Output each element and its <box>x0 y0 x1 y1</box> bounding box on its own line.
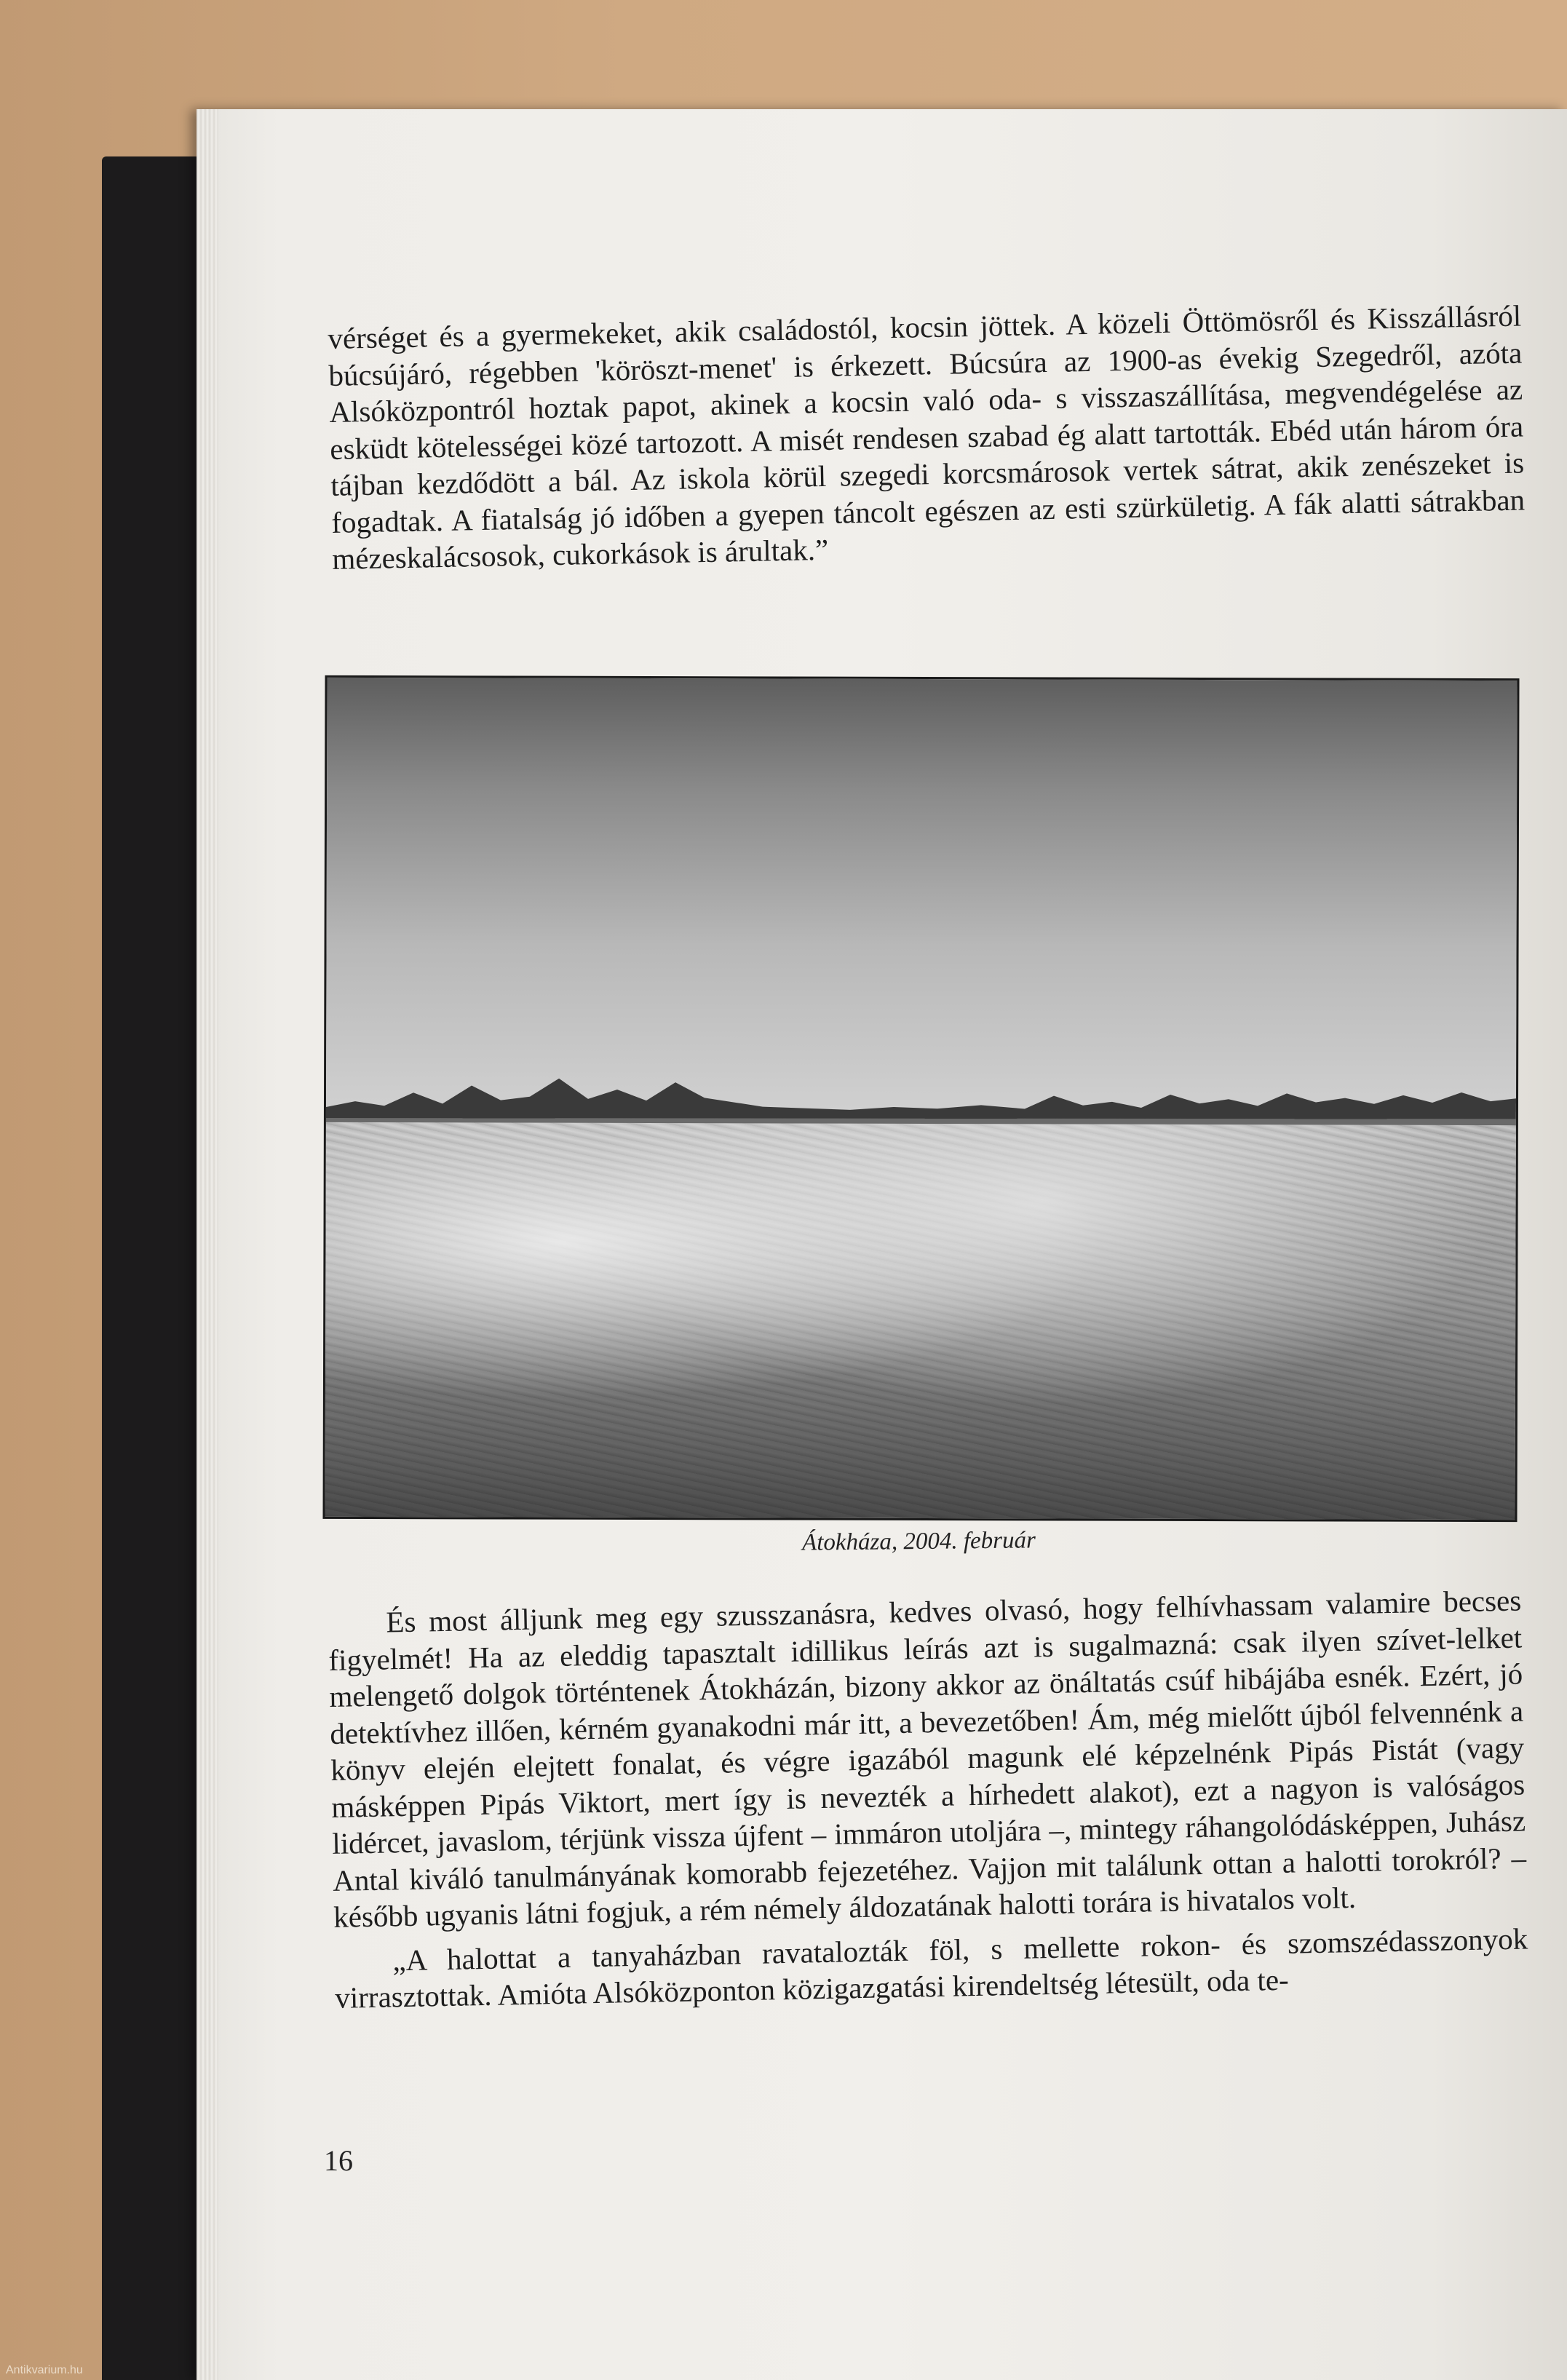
photo-caption: Átokháza, 2004. február <box>801 1527 1036 1556</box>
bottom-text-block <box>328 1582 1529 2017</box>
paragraph-3: „A halottat a tanyaházban ravatalozták föl, s mellette rokon- és szomszédasszonyok virrasztottak. Amióta Alsóközponton közigazgatási kirendeltség létesült, oda te- <box>334 1921 1528 2015</box>
top-text-block <box>328 298 1526 578</box>
page-edges <box>197 109 218 2380</box>
page-number: 16 <box>324 2144 353 2177</box>
paragraph-2: És most álljunk meg egy szusszanásra, kedves olvasó, hogy felhívhassam valamire becses figyelmét! Ha az eleddig tapasztalt idillikus leírás azt is sugalmazná: csak ilyen szívet-lelket melengető dolgok történtenek Átokházán, bizony akkor az önáltatás csúf hibájába esnék. Ezért, jó detektívhez illően, kérném gyanakodni már itt, a bevezetőben! Ám, még mielőtt újból felvennénk a könyv elején elejtett fonalat, és végre igazából magunk elé képzelnénk Pipás Pistát (vagy másképpen Pipás Viktort, mert így is nevezték a hírhedett alakot), ezt a nagyon is valóságos lidércet, javaslom, térjünk vissza újfent – immáron utoljára –, mintegy ráhangolódásképpen, Juhász Antal kiváló tanulmányának komorabb fejezetéhez. Vajjon mit találunk ottan a halotti torokról? – később ugyanis látni fogjuk, a rém némely áldozatának halotti torára is hivatalos volt. <box>328 1583 1527 1934</box>
top-paragraph: vérséget és a gyermekeket, akik családostól, kocsin jöttek. A közeli Öttömösről és Kisszállásról búcsújáró, régebben 'köröszt-menet' is érkezett. Búcsúra az 1900-as évekig Szegedről, azóta Alsóközpontról hoztak papot, akinek a kocsin való oda- s visszaszállítása, megvendégelése az esküdt kötelességei közé tartozott. A misét rendesen szabad ég alatt tartották. Ebéd után három óra tájban kezdődött a bál. Az iskola körül szegedi korcsmárosok vertek sátrat, akik zenészeket is fogadtak. A fiatalság jó időben a gyepen táncolt egészen az esti szürkületig. A fák alatti sátrakban mézeskalácsosok, cukorkások is árultak.” <box>328 298 1526 576</box>
watermark-text: Antikvarium.hu <box>6 2364 83 2376</box>
photo-sky <box>326 678 1518 1125</box>
landscape-photo <box>322 675 1519 1522</box>
photo-field <box>325 1122 1515 1520</box>
